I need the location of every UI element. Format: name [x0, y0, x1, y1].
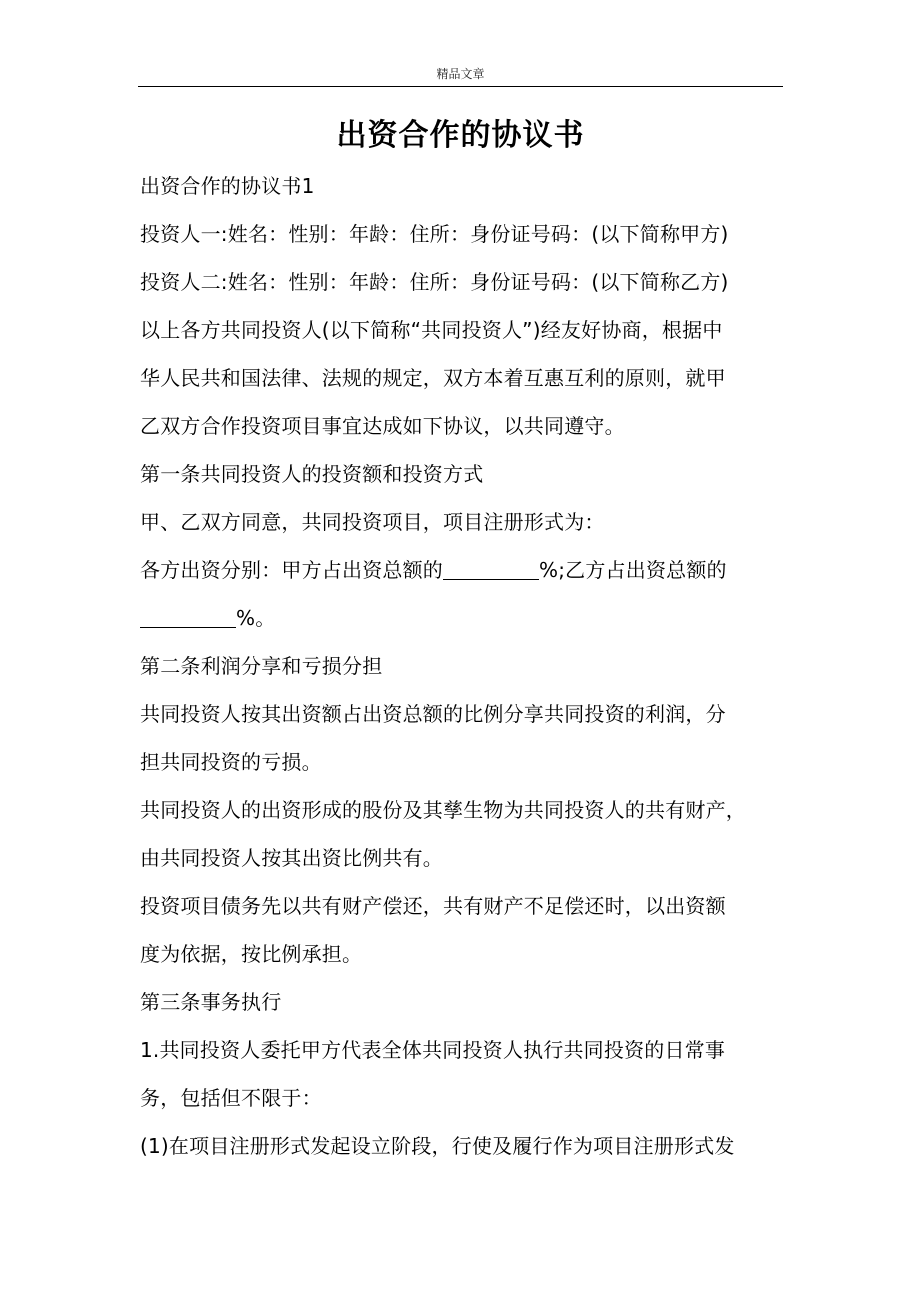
paragraph-line: 投资项目债务先以共有财产偿还，共有财产不足偿还时，以出资额 [140, 894, 726, 918]
paragraph-line: (1)在项目注册形式发起设立阶段，行使及履行作为项目注册形式发 [140, 1134, 735, 1158]
contribution-line-2 [140, 594, 785, 642]
investor-one-line: 投资人一:姓名：性别：年龄：住所：身份证号码：(以下简称甲方) [140, 222, 729, 246]
paragraph-line: 度为依据，按比例承担。 [140, 942, 363, 966]
header-divider [138, 86, 783, 87]
article-heading: 第一条共同投资人的投资额和投资方式 [140, 462, 484, 486]
paragraph-line: 由共同投资人按其出资比例共有。 [140, 846, 443, 870]
paragraph-line: 担共同投资的亏损。 [140, 750, 322, 774]
contribution-text-a: 各方出资分别：甲方占出资总额的 [140, 558, 443, 582]
document-title: 出资合作的协议书 [336, 118, 585, 153]
section-heading: 出资合作的协议书1 [140, 174, 315, 198]
page-header: 精品文章 [436, 67, 485, 81]
paragraph-line: 1.共同投资人委托甲方代表全体共同投资人执行共同投资的日常事 [140, 1038, 726, 1062]
contribution-text-c: %。 [236, 606, 276, 630]
article-heading: 第二条利润分享和亏损分担 [140, 654, 383, 678]
paragraph-line: 甲、乙双方同意，共同投资项目，项目注册形式为： [140, 510, 605, 534]
paragraph-line: 务，包括但不限于： [140, 1086, 322, 1110]
document-body [140, 162, 785, 1170]
paragraph-line: 乙双方合作投资项目事宜达成如下协议，以共同遵守。 [140, 414, 625, 438]
party-b-percent-blank [140, 603, 236, 628]
contribution-line [140, 546, 785, 594]
paragraph-line: 共同投资人按其出资额占出资总额的比例分享共同投资的利润，分 [140, 702, 726, 726]
article-heading: 第三条事务执行 [140, 990, 282, 1014]
paragraph-line: 共同投资人的出资形成的股份及其孳生物为共同投资人的共有财产， [140, 798, 746, 822]
paragraph-line: 华人民共和国法律、法规的规定，双方本着互惠互利的原则，就甲 [140, 366, 726, 390]
party-a-percent-blank [443, 555, 539, 580]
contribution-text-b: %;乙方占出资总额的 [539, 558, 727, 582]
paragraph-line: 以上各方共同投资人(以下简称“共同投资人”)经友好协商，根据中 [140, 318, 723, 342]
investor-two-line: 投资人二:姓名：性别：年龄：住所：身份证号码：(以下简称乙方) [140, 270, 729, 294]
